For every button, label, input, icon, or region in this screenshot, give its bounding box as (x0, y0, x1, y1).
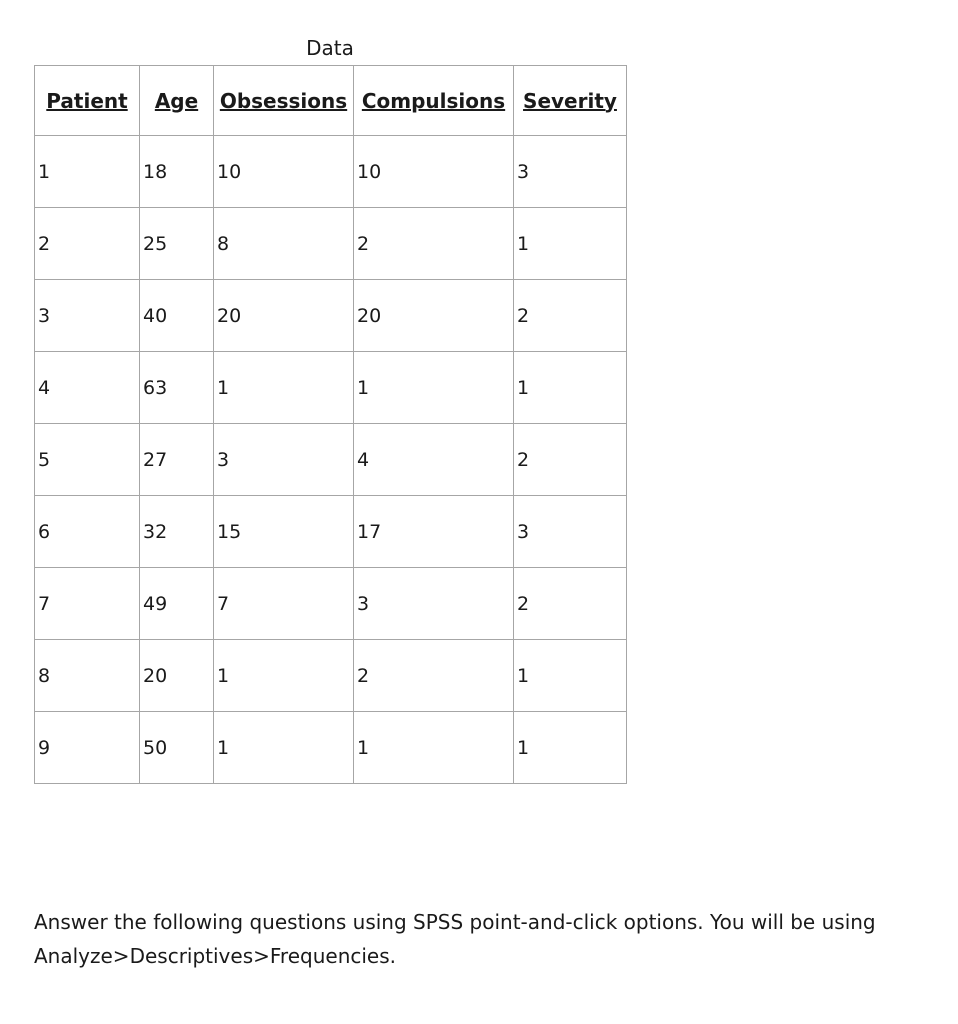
cell-obsessions: 3 (214, 424, 354, 496)
cell-compulsions: 1 (354, 712, 514, 784)
cell-severity: 1 (514, 208, 627, 280)
cell-compulsions: 2 (354, 640, 514, 712)
cell-patient: 7 (35, 568, 140, 640)
instructions-text: Answer the following questions using SPSS point-and-click options. You will be using Analyze>Descriptives>Frequencies. (34, 910, 876, 968)
cell-obsessions: 10 (214, 136, 354, 208)
cell-severity: 1 (514, 640, 627, 712)
table-row (35, 136, 627, 208)
cell-patient: 5 (35, 424, 140, 496)
cell-compulsions: 3 (354, 568, 514, 640)
cell-compulsions: 2 (354, 208, 514, 280)
cell-obsessions: 20 (214, 280, 354, 352)
cell-obsessions: 1 (214, 640, 354, 712)
cell-patient: 3 (35, 280, 140, 352)
cell-severity: 1 (514, 352, 627, 424)
cell-compulsions: 17 (354, 496, 514, 568)
cell-age: 63 (140, 352, 214, 424)
cell-severity: 2 (514, 568, 627, 640)
cell-patient: 4 (35, 352, 140, 424)
table-row (35, 424, 627, 496)
cell-age: 25 (140, 208, 214, 280)
cell-obsessions: 8 (214, 208, 354, 280)
cell-patient: 2 (35, 208, 140, 280)
cell-compulsions: 20 (354, 280, 514, 352)
header-obsessions: Obsessions (214, 66, 354, 136)
cell-severity: 3 (514, 496, 627, 568)
table-caption: Data (306, 36, 354, 60)
cell-age: 32 (140, 496, 214, 568)
cell-patient: 9 (35, 712, 140, 784)
table-row (35, 568, 627, 640)
table-row (35, 208, 627, 280)
cell-severity: 2 (514, 424, 627, 496)
cell-patient: 6 (35, 496, 140, 568)
cell-severity: 3 (514, 136, 627, 208)
header-severity: Severity (514, 66, 627, 136)
cell-age: 40 (140, 280, 214, 352)
cell-obsessions: 7 (214, 568, 354, 640)
cell-obsessions: 1 (214, 352, 354, 424)
cell-age: 49 (140, 568, 214, 640)
cell-obsessions: 15 (214, 496, 354, 568)
cell-severity: 1 (514, 712, 627, 784)
table-header-row (35, 66, 627, 136)
table-row (35, 280, 627, 352)
cell-age: 27 (140, 424, 214, 496)
cell-patient: 1 (35, 136, 140, 208)
table-row (35, 352, 627, 424)
cell-compulsions: 1 (354, 352, 514, 424)
cell-age: 20 (140, 640, 214, 712)
table-row (35, 640, 627, 712)
header-patient: Patient (35, 66, 140, 136)
cell-compulsions: 4 (354, 424, 514, 496)
table-row (35, 712, 627, 784)
table-row (35, 496, 627, 568)
cell-obsessions: 1 (214, 712, 354, 784)
data-table (34, 65, 627, 784)
cell-patient: 8 (35, 640, 140, 712)
cell-compulsions: 10 (354, 136, 514, 208)
cell-severity: 2 (514, 280, 627, 352)
header-age: Age (140, 66, 214, 136)
cell-age: 50 (140, 712, 214, 784)
cell-age: 18 (140, 136, 214, 208)
header-compulsions: Compulsions (354, 66, 514, 136)
table-body (35, 136, 627, 784)
